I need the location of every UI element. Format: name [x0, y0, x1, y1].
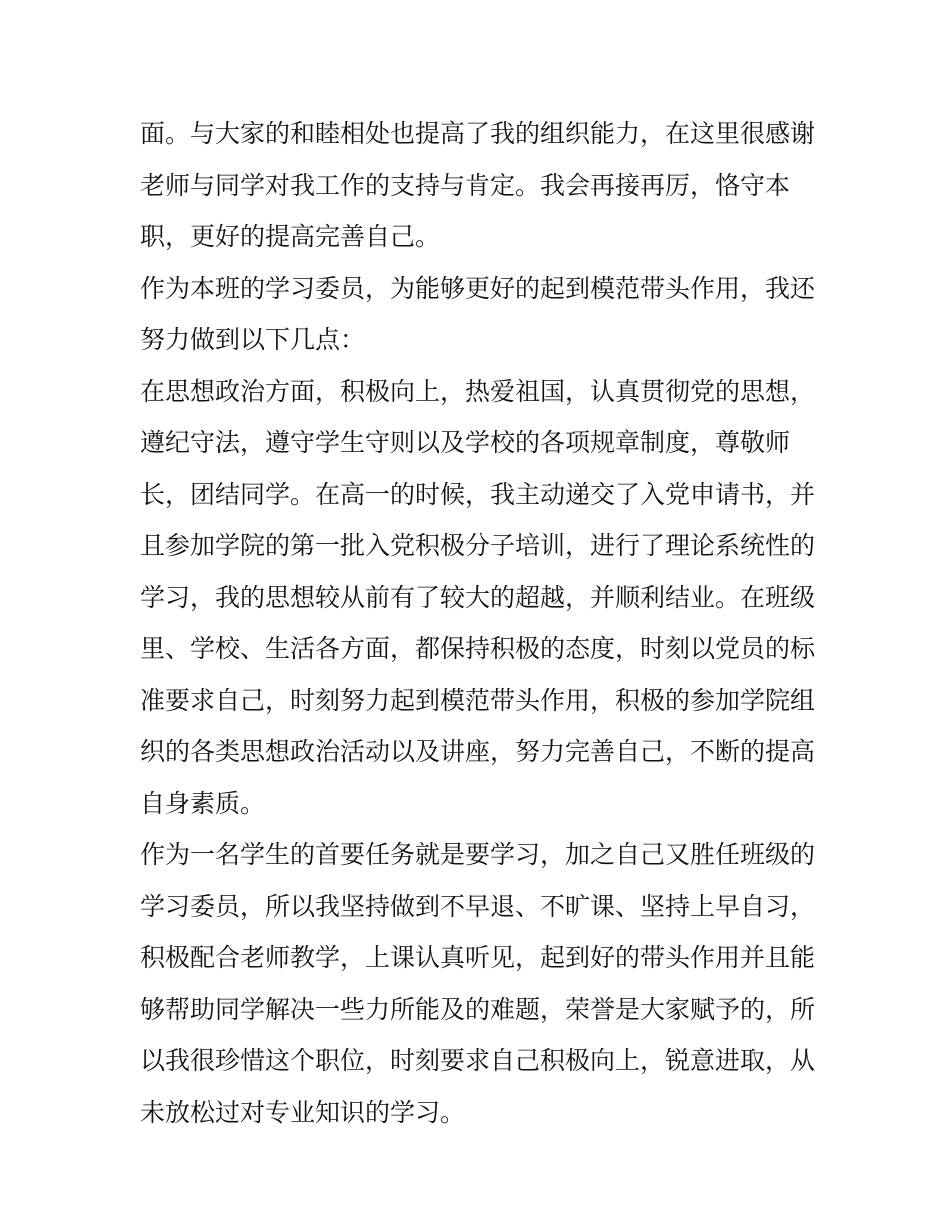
text-line: 积极配合老师教学，上课认真听见，起到好的带头作用并且能: [140, 943, 816, 972]
text-line: 遵纪守法，遵守学生守则以及学校的各项规章制度，尊敬师: [140, 428, 791, 457]
text-line: 作为一名学生的首要任务就是要学习，加之自己又胜任班级的: [140, 840, 816, 869]
text-line: 未放松过对专业知识的学习。: [140, 1097, 466, 1127]
text-line: 自身素质。: [140, 788, 266, 818]
text-line: 以我很珍惜这个职位，时刻要求自己积极向上，锐意进取，从: [140, 1046, 816, 1075]
text-line: 学习，我的思想较从前有了较大的超越，并顺利结业。在班级: [140, 582, 816, 612]
text-line: 够帮助同学解决一些力所能及的难题，荣誉是大家赋予的，所: [140, 994, 816, 1024]
text-line: 老师与同学对我工作的支持与肯定。我会再接再厉，恪守本: [140, 170, 791, 200]
text-line: 准要求自己，时刻努力起到模范带头作用，积极的参加学院组: [140, 685, 816, 715]
text-line: 织的各类思想政治活动以及讲座，努力完善自己，不断的提高: [140, 737, 816, 766]
text-line: 努力做到以下几点：: [140, 325, 366, 354]
text-line: 学习委员，所以我坚持做到不早退、不旷课、坚持上早自习，: [140, 891, 816, 921]
text-line: 且参加学院的第一批入党积极分子培训，进行了理论系统性的: [140, 531, 816, 560]
body-text: [140, 108, 820, 1138]
text-line: 里、学校、生活各方面，都保持积极的态度，时刻以党员的标: [140, 634, 816, 663]
text-line: 长，团结同学。在高一的时候，我主动递交了入党申请书，并: [140, 479, 816, 509]
text-line: 职，更好的提高完善自己。: [140, 222, 441, 251]
text-line: 在思想政治方面，积极向上，热爱祖国，认真贯彻党的思想，: [140, 376, 816, 406]
text-line: 面。与大家的和睦相处也提高了我的组织能力，在这里很感谢: [140, 119, 816, 148]
text-line: 作为本班的学习委员，为能够更好的起到模范带头作用，我还: [140, 273, 816, 303]
